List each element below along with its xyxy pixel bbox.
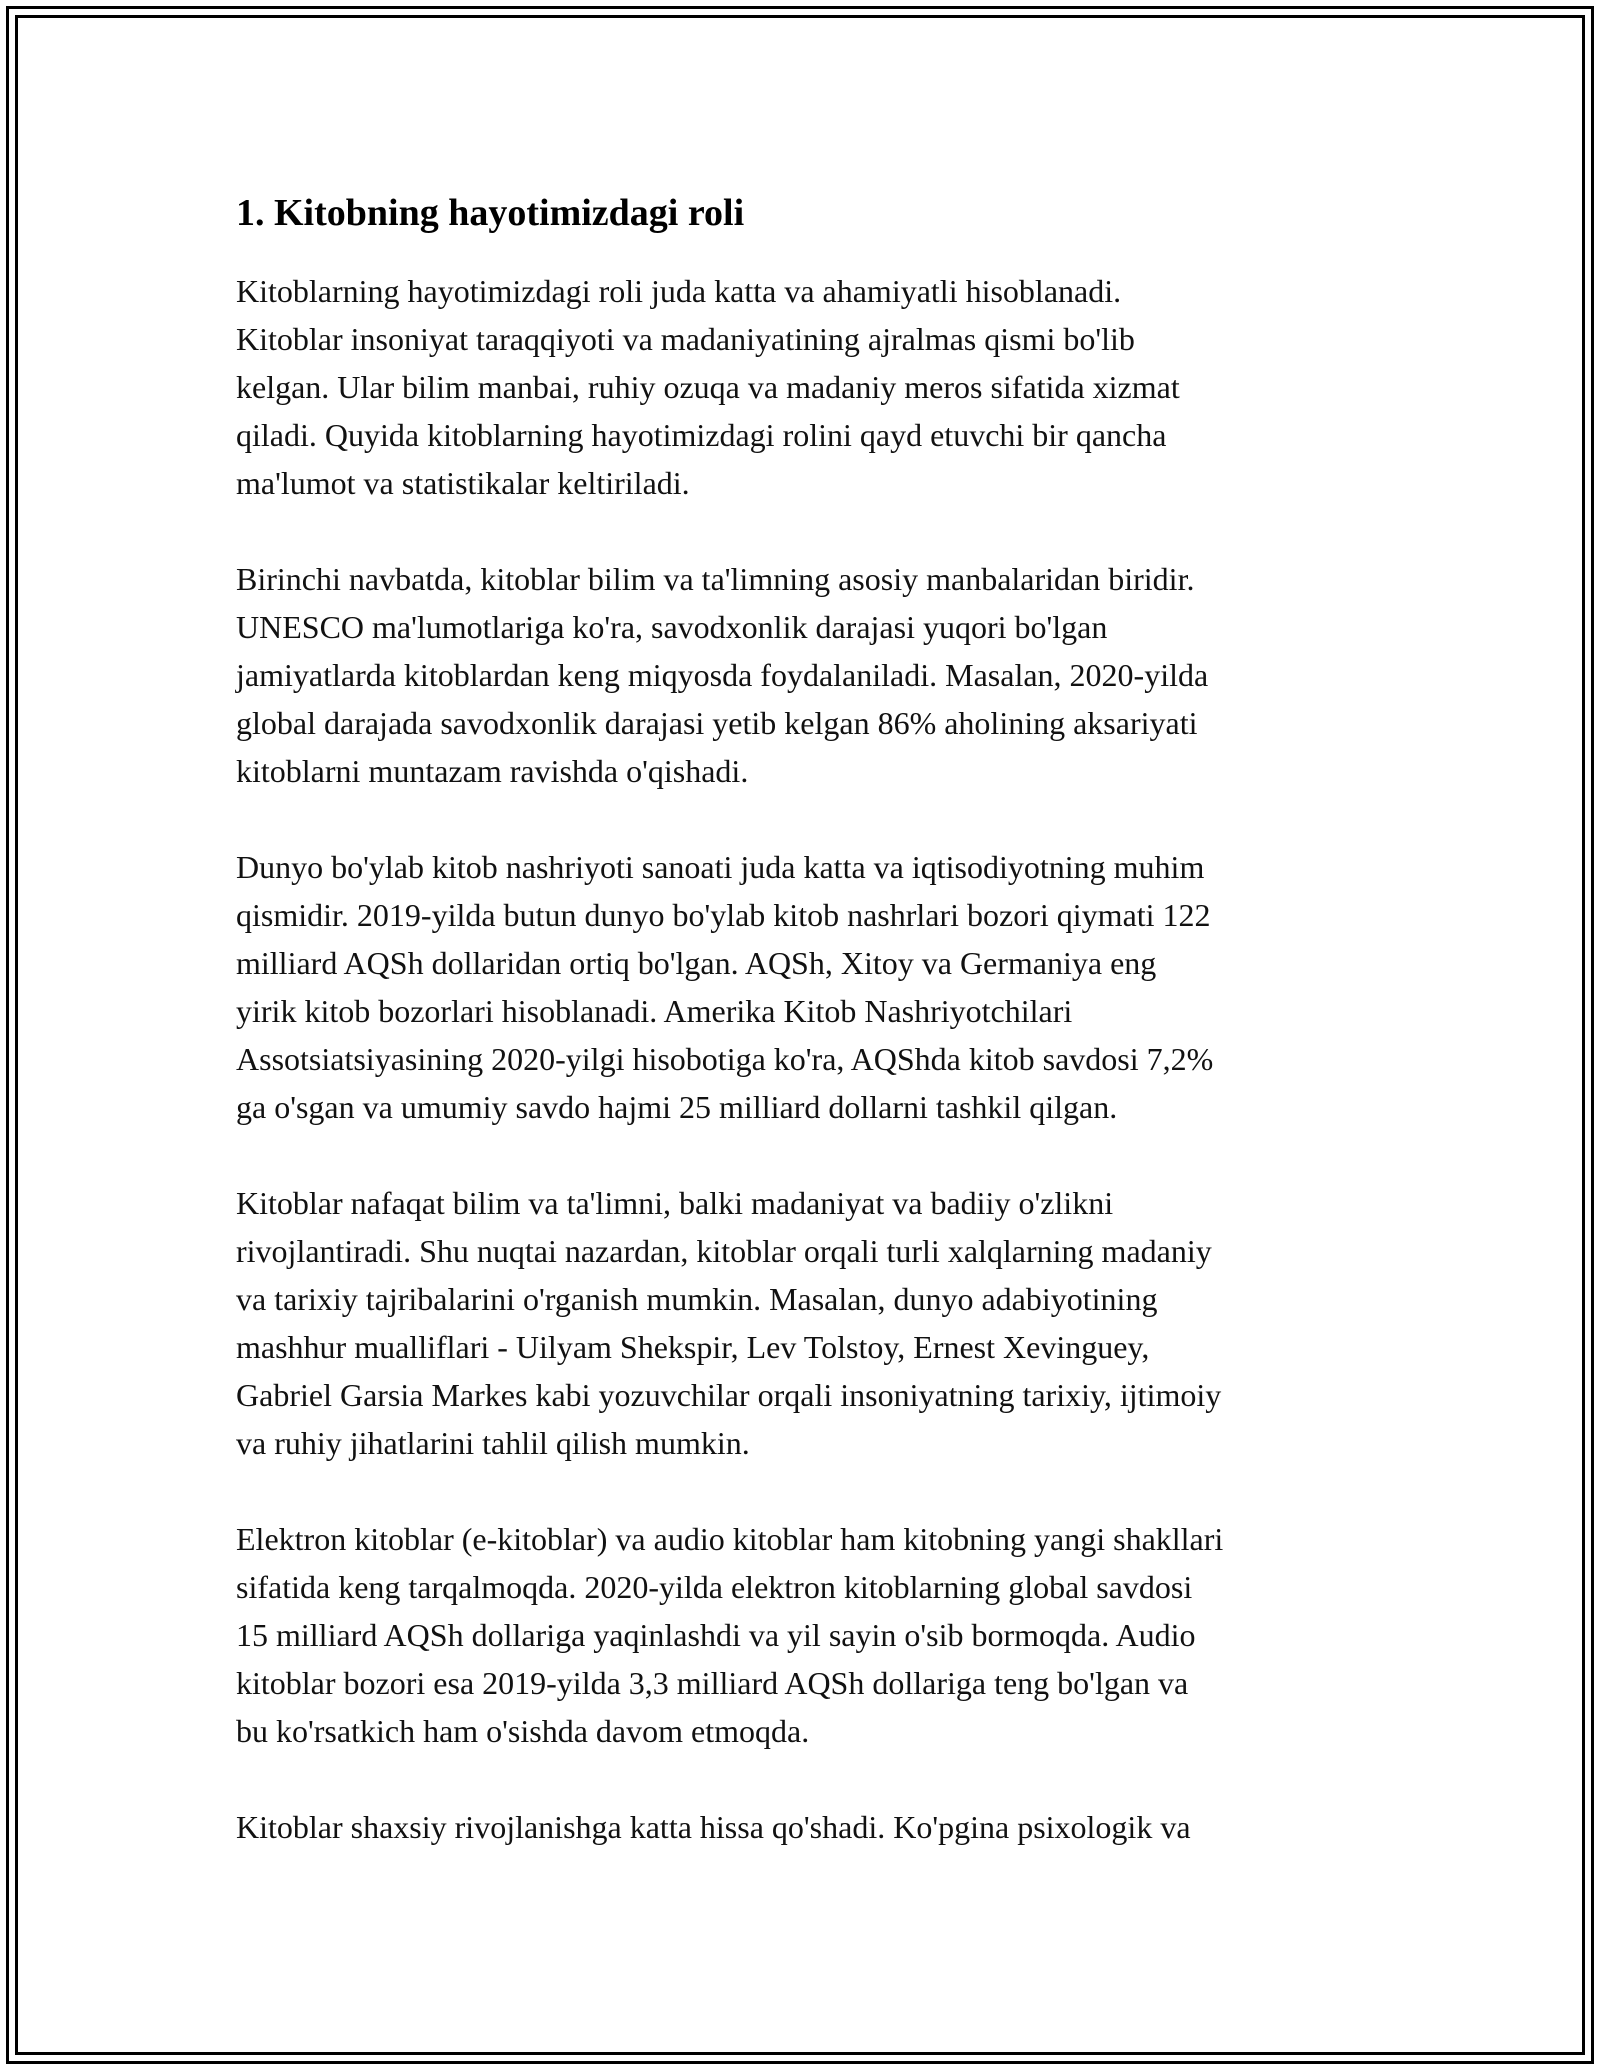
paragraph-3 — [236, 843, 1386, 1131]
paragraph-5 — [236, 1515, 1386, 1755]
text-line: 15 milliard AQSh dollariga yaqinlashdi va yil sayin o'sib bormoqda. Audio — [236, 1617, 1196, 1653]
text-line: sifatida keng tarqalmoqda. 2020-yilda elektron kitoblarning global savdosi — [236, 1569, 1193, 1605]
text-line: Kitoblar insoniyat taraqqiyoti va madaniyatining ajralmas qismi bo'lib — [236, 321, 1135, 357]
text-line: milliard AQSh dollaridan ortiq bo'lgan. AQSh, Xitoy va Germaniya eng — [236, 945, 1157, 981]
paragraph-6 — [236, 1803, 1386, 1851]
text-line: va tarixiy tajribalarini o'rganish mumkin. Masalan, dunyo adabiyotining — [236, 1281, 1158, 1317]
text-line: Elektron kitoblar (e-kitoblar) va audio kitoblar ham kitobning yangi shakllari — [236, 1521, 1224, 1557]
paragraph-4 — [236, 1179, 1386, 1467]
text-line: va ruhiy jihatlarini tahlil qilish mumkin. — [236, 1425, 750, 1461]
text-line: ga o'sgan va umumiy savdo hajmi 25 milliard dollarni tashkil qilgan. — [236, 1089, 1118, 1125]
text-line: mashhur mualliflari - Uilyam Shekspir, Lev Tolstoy, Ernest Xevinguey, — [236, 1329, 1150, 1365]
text-line: bu ko'rsatkich ham o'sishda davom etmoqda. — [236, 1713, 810, 1749]
text-line: global darajada savodxonlik darajasi yetib kelgan 86% aholining aksariyati — [236, 705, 1198, 741]
text-line: Kitoblar shaxsiy rivojlanishga katta hissa qo'shadi. Ko'pgina psixologik va — [236, 1809, 1191, 1845]
section-heading: 1. Kitobning hayotimizdagi roli — [236, 192, 745, 234]
text-line: Kitoblarning hayotimizdagi roli juda katta va ahamiyatli hisoblanadi. — [236, 273, 1122, 309]
text-line: kitoblarni muntazam ravishda o'qishadi. — [236, 753, 749, 789]
text-line: qismidir. 2019-yilda butun dunyo bo'ylab kitob nashrlari bozori qiymati 122 — [236, 897, 1211, 933]
text-line: kelgan. Ular bilim manbai, ruhiy ozuqa va madaniy meros sifatida xizmat — [236, 369, 1180, 405]
text-line: qiladi. Quyida kitoblarning hayotimizdagi rolini qayd etuvchi bir qancha — [236, 417, 1167, 453]
text-line: kitoblar bozori esa 2019-yilda 3,3 milliard AQSh dollariga teng bo'lgan va — [236, 1665, 1189, 1701]
text-line: Dunyo bo'ylab kitob nashriyoti sanoati juda katta va iqtisodiyotning muhim — [236, 849, 1205, 885]
text-line: yirik kitob bozorlari hisoblanadi. Amerika Kitob Nashriyotchilari — [236, 993, 1073, 1029]
text-line: Kitoblar nafaqat bilim va ta'limni, balki madaniyat va badiiy o'zlikni — [236, 1185, 1114, 1221]
text-line: UNESCO ma'lumotlariga ko'ra, savodxonlik darajasi yuqori bo'lgan — [236, 609, 1108, 645]
paragraph-2 — [236, 555, 1386, 795]
text-line: rivojlantiradi. Shu nuqtai nazardan, kitoblar orqali turli xalqlarning madaniy — [236, 1233, 1212, 1269]
text-line: Gabriel Garsia Markes kabi yozuvchilar orqali insoniyatning tarixiy, ijtimoiy — [236, 1377, 1222, 1413]
document-body — [236, 185, 1386, 1899]
text-line: Assotsiatsiyasining 2020-yilgi hisobotiga ko'ra, AQShda kitob savdosi 7,2% — [236, 1041, 1214, 1077]
paragraph-1 — [236, 267, 1386, 507]
text-line: ma'lumot va statistikalar keltiriladi. — [236, 465, 690, 501]
text-line: jamiyatlarda kitoblardan keng miqyosda foydalaniladi. Masalan, 2020-yilda — [236, 657, 1209, 693]
text-line: Birinchi navbatda, kitoblar bilim va ta'limning asosiy manbalaridan biridir. — [236, 561, 1195, 597]
